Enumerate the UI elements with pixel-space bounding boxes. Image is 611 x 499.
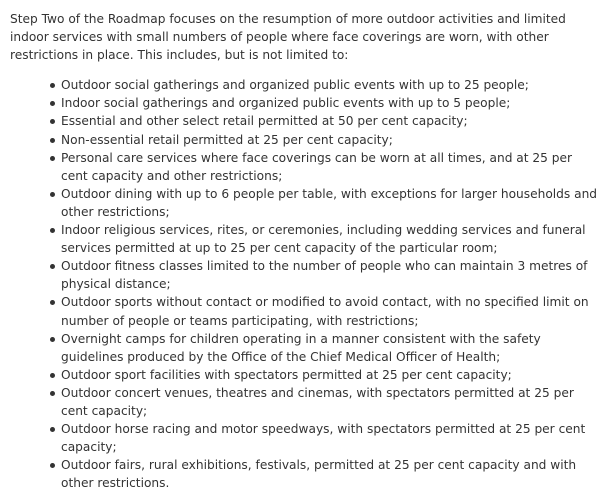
bullet-icon [50,119,55,124]
restrictions-list [10,76,601,492]
list-item [61,257,601,293]
list-item [61,131,601,149]
list-item [61,94,601,112]
list-item-text: Outdoor sport facilities with spectators permitted at 25 per cent capacity; [61,367,512,382]
list-item [61,293,601,329]
list-item [61,366,601,384]
bullet-icon [50,192,55,197]
list-item-text: Outdoor horse racing and motor speedways, with spectators permitted at 25 per cent capacity; [61,422,586,455]
list-item-text: Non-essential retail permitted at 25 per cent capacity; [61,132,393,147]
bullet-icon [50,391,55,396]
list-item [61,420,601,456]
bullet-icon [50,228,55,233]
list-item-text: Outdoor social gatherings and organized public events with up to 25 people; [61,78,529,93]
list-item-text: Essential and other select retail permitted at 50 per cent capacity; [61,114,468,129]
list-item [61,330,601,366]
bullet-icon [50,427,55,432]
list-item-text: Indoor religious services, rites, or ceremonies, including wedding services and funeral services permitted at up to 25 per cent capacity of the particular room; [61,223,586,256]
list-item-text: Indoor social gatherings and organized public events with up to 5 people; [61,96,511,111]
list-item-text: Outdoor fairs, rural exhibitions, festivals, permitted at 25 per cent capacity and with other restrictions. [61,458,577,491]
list-item-text: Outdoor concert venues, theatres and cinemas, with spectators permitted at 25 per cent capacity; [61,385,574,418]
bullet-icon [50,264,55,269]
list-item [61,384,601,420]
list-item [61,221,601,257]
list-item [61,112,601,130]
list-item [61,456,601,492]
bullet-icon [50,156,55,161]
bullet-icon [50,337,55,342]
bullet-icon [50,373,55,378]
list-item-text: Personal care services where face coverings can be worn at all times, and at 25 per cent capacity and other restrictions; [61,150,573,183]
intro-paragraph: Step Two of the Roadmap focuses on the resumption of more outdoor activities and limited indoor services with small numbers of people where face coverings are worn, with other restrictions in place. This includes, but is not limited to: [10,12,566,63]
list-item-text: Outdoor fitness classes limited to the number of people who can maintain 3 metres of physical distance; [61,259,588,292]
list-item [61,76,601,94]
list-item-text: Outdoor sports without contact or modified to avoid contact, with no specified limit on number of people or teams participating, with restrictions; [61,295,589,328]
list-item-text: Outdoor dining with up to 6 people per table, with exceptions for larger households and other restrictions; [61,186,598,219]
list-item [61,149,601,185]
list-item-text: Overnight camps for children operating in a manner consistent with the safety guidelines produced by the Office of the Chief Medical Officer of Health; [61,331,541,364]
bullet-icon [50,83,55,88]
bullet-icon [50,101,55,106]
bullet-icon [50,138,55,143]
bullet-icon [50,463,55,468]
bullet-icon [50,300,55,305]
list-item [61,185,601,221]
